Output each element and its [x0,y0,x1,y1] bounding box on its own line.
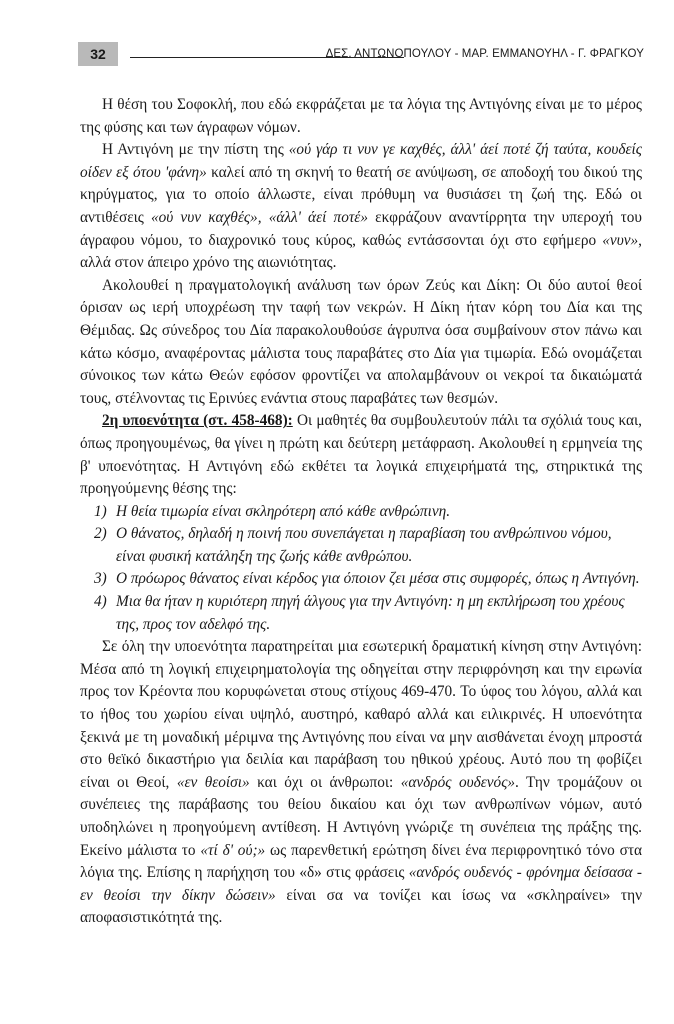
paragraph-5 [80,636,642,930]
page-header [78,42,644,68]
paragraph-text: . Την τρομάζουν οι συνέπειες της παράβασης του θείου δικαίου και όχι των ανθρωπίνων νόμων, αυτό υποδηλώνει η προηγούμενη αντίθεση. Η Αντιγόνη γνώριζε τη συνέπεια της πράξης της. Εκείνο μάλιστα το [80,773,642,859]
body-text [80,94,642,930]
list-text: Ο θάνατος, δηλαδή η ποινή που συνεπάγεται η παραβίαση του ανθρώπινου νόμου, είναι φυσική κατάληξη της ζωής κάθε ανθρώπου. [116,525,612,565]
list-item [94,501,642,524]
list-number: 4) [94,593,107,611]
paragraph-2 [80,139,642,275]
paragraph-text: είναι σα να τονίζει και ίσως να «σκληραίνει» την αποφασιστικότητά της. [80,886,643,927]
quote: «ού γάρ τι νυν γε καχθές, άλλ' άεί ποτέ ζή ταύτα, κουδείς οίδεν εξ ότου 'φάνη» [80,141,642,181]
list-text: Η θεία τιμωρία είναι σκληρότερη από κάθε ανθρώπινη. [116,502,451,520]
quote: «εν θεοίσι» [176,773,250,791]
paragraph-text: καλεί από τη σκηνή το θεατή σε ανύψωση, σε αποδοχή του δικού της κηρύγματος, για το οποίο άλλωστε, είναι πρόθυμη να θυσιάσει τη ζωή της. Εδώ οι αντιθέσεις [80,163,642,226]
quote: «νυν» [602,231,639,249]
paragraph-text: , αλλά στον άπειρο χρόνο της αιωνιότητας. [80,231,642,272]
list-number: 1) [94,502,107,520]
subsection-heading: 2η υποενότητα (στ. 458-468): [102,412,293,430]
list-item [94,591,642,636]
paragraph-text: εκφράζουν αναντίρρητα την υπεροχή του άγραφου νόμου, το διαχρονικό τους κύρος, καθώς εντάσσονται όχι στο εφήμερο [80,208,642,249]
paragraph-text: Σε όλη την υποενότητα παρατηρείται μια εσωτερική δραματική κίνηση στην Αντιγόνη: Μέσα από τη λογική επιχειρηματολογία της οδηγείται στην περιφρόνηση και την ειρωνία προς τον Κρέοντα που κορυφώνεται στους στίχους 469-470. Το ύφος του λόγου, αλλά και το ήθος του χωρίου είναι υψηλό, αυστηρό, καθαρό αλλά και ειλικρινές. Η υποενότητα ξεκινά με τη μοναδική μέριμνα της Αντιγόνης που είναι να μην αισθάνεται ένοχη μπροστά στο θεϊκό δικαστήριο για δειλία και παράβαση του ηθικού χρέους. Αυτό που τη φοβίζει είναι οι Θεοί, [80,638,642,791]
paragraph-4 [80,410,642,500]
paragraph-text: Οι μαθητές θα συμβουλευτούν πάλι τα σχόλιά τους και, όπως προηγουμένως, θα γίνει η πρώτη και δεύτερη μετάφραση. Ακολουθεί η ερμηνεία της β' υποενότητας. Η Αντιγόνη εδώ εκθέτει τα λογικά επιχειρήματά της, στηρικτικά της προηγούμενης θέσης της: [80,412,642,498]
list-item [94,523,642,568]
paragraph-text: Η Αντιγόνη με την πίστη της [102,141,289,159]
list-number: 2) [94,525,107,543]
list-text: Μια θα ήταν η κυριότερη πηγή άλγους για την Αντιγόνη: η μη εκπλήρωση του χρέους της, προς τον αδελφό της. [116,593,625,633]
running-head: ΔΕΣ. ΑΝΤΩΝΟΠΟΥΛΟΥ - ΜΑΡ. ΕΜΜΑΝΟΥΗΛ - Γ. ΦΡΑΓΚΟΥ [325,48,644,60]
list-number: 3) [94,570,107,588]
list-item [94,568,642,591]
quote: «ού νυν καχθές», «άλλ' άεί ποτέ» [150,208,368,226]
paragraph-1: Η θέση του Σοφοκλή, που εδώ εκφράζεται με τα λόγια της Αντιγόνης είναι με το μέρος της φύσης και των άγραφων νόμων. [80,96,642,136]
paragraph-3: Ακολουθεί η πραγματολογική ανάλυση των όρων Ζεύς και Δίκη: Οι δύο αυτοί θεοί όρισαν ως ιερή υποχρέωση την ταφή των νεκρών. Η Δίκη ήταν κόρη του Δία και της Θέμιδας. Ως σύνεδρος του Δία παρακολουθούσε άγρυπνα όσα συμβαίνουν στον πάνω και κάτω κόσμο, αναφέροντας μάλιστα τους παραβάτες στο Δία για τιμωρία. Εδώ ονομάζεται σύνοικος των κάτω Θεών εφόσον φροντίζει να απολαμβάνουν οι νεκροί τα δικαιώματά τους, στέλνοντας τις Ερινύες ενάντια στους παραβάτες των θεσμών. [80,276,642,407]
quote: «ανδρός ουδενός - φρόνημα δείσασα - εν θεοίσι την δίκην δώσειν» [80,864,642,904]
page-number: 32 [78,42,118,66]
list-text: Ο πρόωρος θάνατος είναι κέρδος για όποιον ζει μέσα στις συμφορές, όπως η Αντιγόνη. [116,570,640,588]
paragraph-text: ως παρενθετική ερώτηση δίνει ένα περιφρονητικό τόνο στα λόγια της. Επίσης η παρήχηση του «δ» στις φράσεις [80,841,642,882]
quote: «ανδρός ουδενός» [400,773,516,791]
argument-list [80,501,642,637]
quote: «τί δ' ού;» [200,841,266,859]
paragraph-text: και όχι οι άνθρωποι: [249,773,401,791]
